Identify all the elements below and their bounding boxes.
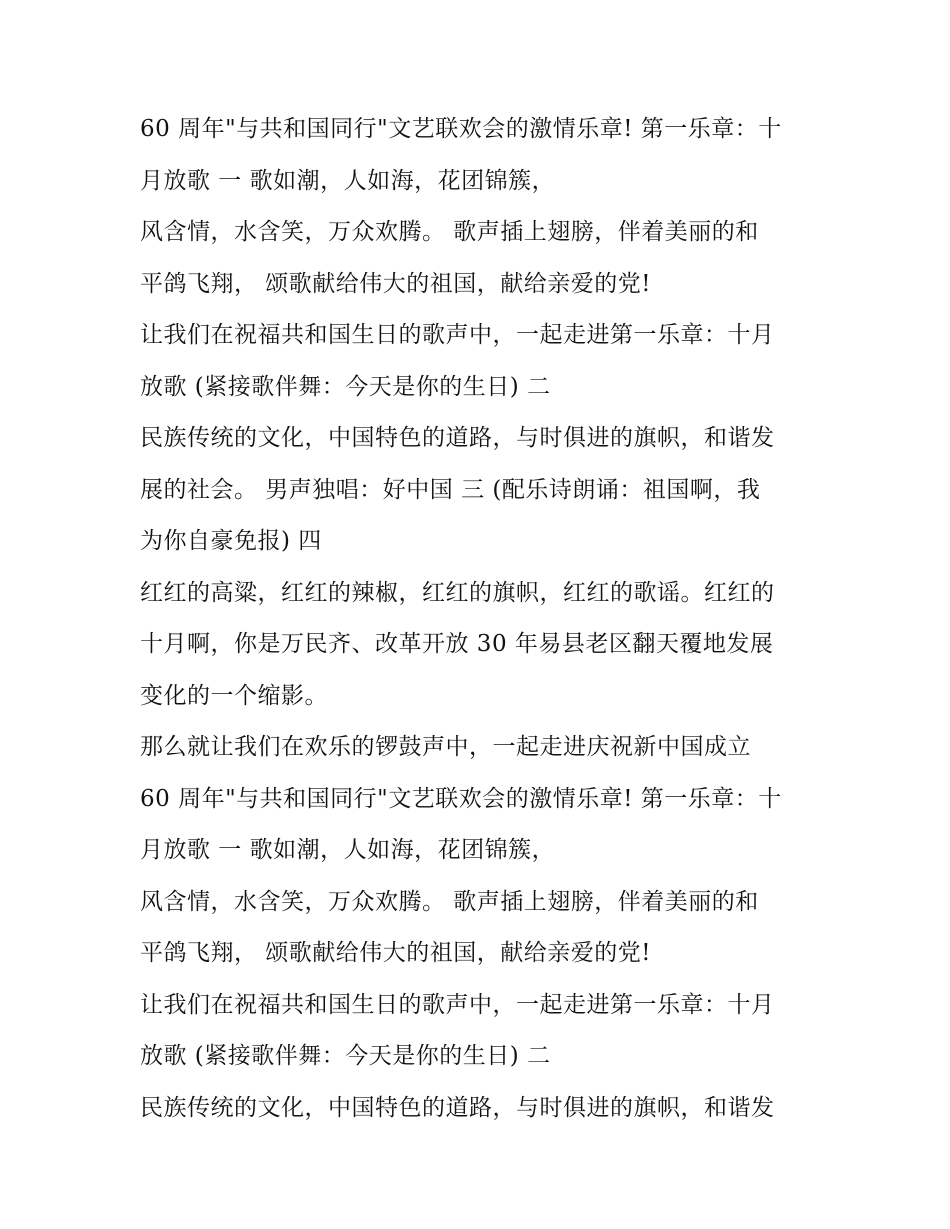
text-line: 放歌 (紧接歌伴舞：今天是你的生日) 二: [140, 1043, 551, 1069]
text-line: 十月啊，你是万民齐、改革开放 30 年易县老区翻天覆地发展: [140, 631, 774, 657]
text-line: 让我们在祝福共和国生日的歌声中，一起走进第一乐章：十月: [140, 991, 775, 1018]
text-line: 变化的一个缩影。: [140, 682, 328, 709]
text-line: 民族传统的文化，中国特色的道路，与时俱进的旗帜，和谐发: [140, 1094, 775, 1121]
text-line: 60 周年"与共和国同行"文艺联欢会的激情乐章! 第一乐章：十: [140, 116, 782, 142]
text-line: 平鸽飞翔， 颂歌献给伟大的祖国，献给亲爱的党!: [140, 940, 652, 966]
text-line: 展的社会。 男声独唱：好中国 三 (配乐诗朗诵：祖国啊，我: [140, 476, 761, 503]
document-body: [140, 104, 820, 1134]
text-line: 为你自豪免报) 四: [140, 528, 322, 554]
text-line: 民族传统的文化，中国特色的道路，与时俱进的旗帜，和谐发: [140, 425, 775, 451]
text-line: 月放歌 一 歌如潮，人如海，花团锦簇，: [140, 167, 556, 194]
text-line: 那么就让我们在欢乐的锣鼓声中，一起走进庆祝新中国成立: [140, 734, 751, 760]
text-line: 让我们在祝福共和国生日的歌声中，一起走进第一乐章：十月: [140, 322, 775, 348]
text-line: 风含情，水含笑，万众欢腾。 歌声插上翅膀，伴着美丽的和: [140, 219, 759, 245]
text-line: 60 周年"与共和国同行"文艺联欢会的激情乐章! 第一乐章：十: [140, 785, 782, 812]
text-line: 平鸽飞翔， 颂歌献给伟大的祖国，献给亲爱的党!: [140, 270, 652, 297]
text-line: 放歌 (紧接歌伴舞：今天是你的生日) 二: [140, 373, 551, 400]
text-line: 月放歌 一 歌如潮，人如海，花团锦簇，: [140, 837, 556, 863]
text-line: 红红的高粱，红红的辣椒，红红的旗帜，红红的歌谣。红红的: [140, 579, 775, 606]
text-line: 风含情，水含笑，万众欢腾。 歌声插上翅膀，伴着美丽的和: [140, 888, 759, 915]
